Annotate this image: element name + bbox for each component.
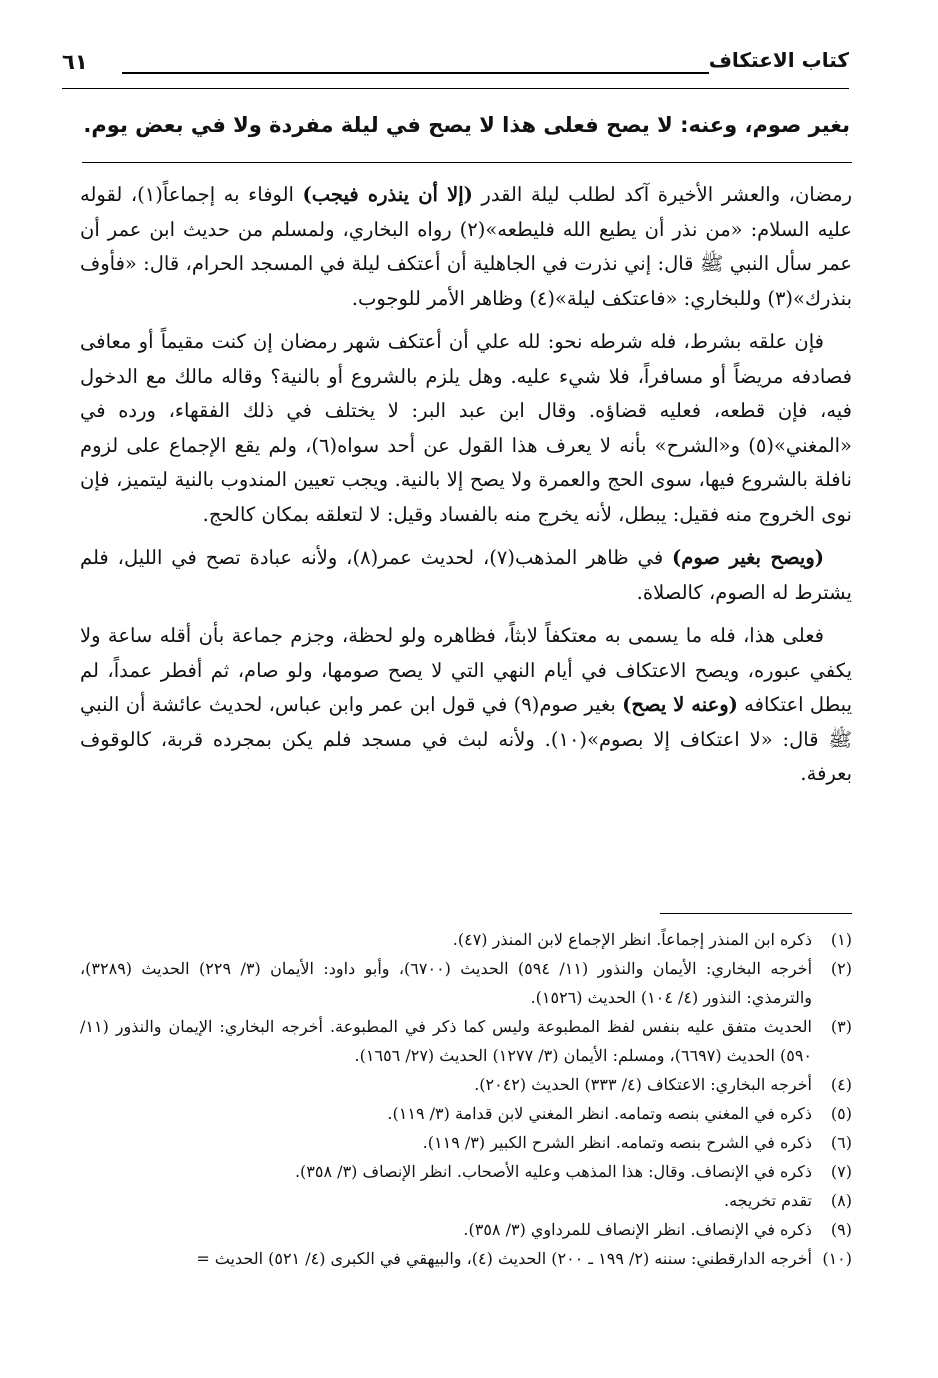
footnote [80,1157,852,1186]
paragraph-4 [80,619,852,792]
footnote-text: تقدم تخريجه. [724,1191,812,1210]
footnote [80,1244,852,1273]
footnote-number: (٧) [830,1162,852,1181]
matn-separator [82,162,852,163]
footnote-text: أخرجه البخاري: الأيمان والنذور (١١/ ٥٩٤) الحديث (٦٧٠٠)، وأبو داود: الأيمان (٣/ ٢٢٩) الحديث (٣٢٨٩)، والترمذي: النذور (٤/ ١٠٤) الحديث (١٥٢٦). [80,959,813,1007]
footnote-text: أخرجه البخاري: الاعتكاف (٤/ ٣٣٣) الحديث (٢٠٤٢). [474,1075,812,1094]
footnote-text: ذكره في المغني بنصه وتمامه. انظر المغني لابن قدامة (٣/ ١١٩). [387,1104,812,1123]
page-number: ٦١ [62,50,88,74]
page-header [62,44,849,94]
footnote-number: (٨) [830,1191,852,1210]
matn-quote: (إلا أن ينذره فيجب) [302,183,473,206]
footnote-text: ذكره ابن المنذر إجماعاً. انظر الإجماع لابن المنذر (٤٧). [452,930,812,949]
footnote-number: (٩) [830,1220,852,1239]
commentary-body [80,178,852,801]
footnote-number: (٤) [830,1075,852,1094]
footnote [80,1215,852,1244]
chapter-title: كتاب الاعتكاف [708,48,849,72]
footnote [80,1099,852,1128]
footnote-text: أخرجه الدارقطني: سننه (٢/ ١٩٩ ـ ٢٠٠) الحديث (٤)، والبيهقي في الكبرى (٤/ ٥٢١) الحديث = [196,1249,812,1268]
matn-quote: (ويصح بغير صوم) [672,546,824,569]
footnote-number: (٣) [830,1017,852,1036]
footnote [80,1128,852,1157]
footnote-text: ذكره في الإنصاف. وقال: هذا المذهب وعليه الأصحاب. انظر الإنصاف (٣/ ٣٥٨). [294,1162,812,1181]
footnote [80,954,852,1012]
footnote-text: ذكره في الشرح بنصه وتمامه. انظر الشرح الكبير (٣/ ١١٩). [422,1133,812,1152]
matn-text: بغير صوم، وعنه: لا يصح فعلى هذا لا يصح في ليلة مفردة ولا في بعض يوم. [83,113,850,137]
footnotes [80,925,852,1273]
footnote-text: ذكره في الإنصاف. انظر الإنصاف للمرداوي (٣/ ٣٥٨). [463,1220,812,1239]
paragraph-text: في ظاهر المذهب(٧)، لحديث عمر(٨)، ولأنه عبادة تصح في الليل، فلم يشترط له الصوم، كالصلاة. [80,546,852,604]
paragraph-text: رمضان، والعشر الأخيرة آكد لطلب ليلة القدر [472,183,852,206]
footnote [80,1012,852,1070]
paragraph-3 [80,541,852,610]
footnote [80,925,852,954]
footnote [80,1070,852,1099]
footnote-number: (١) [830,930,852,949]
matn-quote: (وعنه لا يصح) [622,693,738,716]
header-underline [62,88,849,89]
footnote [80,1186,852,1215]
paragraph-2: فإن علقه بشرط، فله شرطه نحو: لله علي أن أعتكف شهر رمضان إن كنت مقيماً أو معافى فصادفه مريضاً أو مسافراً، فلا شيء عليه. وهل يلزم بالشروع أو بالنية؟ وقاله مالك مع الدخول فيه، فإن قطعه، فعليه قضاؤه. وقال ابن عبد البر: لا يختلف في ذلك الفقهاء، ورده في «المغني»(٥) و«الشرح» بأنه لا يعرف هذا القول عن أحد سواه(٦)، ولم يقع الإجماع على لزوم نافلة بالشروع فيها، سوى الحج والعمرة ولا يصح إلا بالنية. ويجب تعيين المندوب بالنية ليتميز، فإن نوى الخروج منه فقيل: يبطل، لأنه يخرج منه بالفساد وقيل: لا لتعلقه بمكان كالحج. [80,330,852,526]
footnote-number: (٥) [830,1104,852,1123]
footnote-number: (١٠) [822,1249,852,1268]
footnote-text: الحديث متفق عليه بنفس لفظ المطبوعة وليس كما ذكر في المطبوعة. أخرجه البخاري: الإيمان والنذور (١١/ ٥٩٠) الحديث (٦٦٩٧)، ومسلم: الأيمان (٣/ ١٢٧٧) الحديث (٢٧/ ١٦٥٦). [80,1017,812,1065]
paragraph-1 [80,178,852,316]
header-rule [122,72,709,74]
paragraph-text: بغير صوم(٩) في قول ابن عمر وابن عباس، لحديث عائشة أن النبي ﷺ قال: «لا اعتكاف إلا بصوم»(١٠). ولأنه لبث في مسجد فلم يكن بمجرده قربة، كالوقوف بعرفة. [80,693,852,785]
paragraph-text: الوفاء به إجماعاً(١)، لقوله عليه السلام: «من نذر أن يطيع الله فليطعه»(٢) رواه البخاري، ولمسلم من حديث ابن عمر أن عمر سأل النبي ﷺ قال: إني نذرت في الجاهلية أن أعتكف ليلة في المسجد الحرام، قال: «فأوف بنذرك»(٣) وللبخاري: «فاعتكف ليلة»(٤) وظاهر الأمر للوجوب. [80,183,852,310]
footnote-separator [660,913,852,914]
paragraph-text: فعلى هذا، فله ما يسمى به معتكفاً لابثاً، فظاهره ولو لحظة، وجزم جماعة بأن أقله ساعة ولا يكفي عبوره، ويصح الاعتكاف في أيام النهي التي لا يصح صومها، ولو صام، ثم أفطر عمداً، لم يبطل اعتكافه [80,624,852,716]
footnote-number: (٦) [830,1133,852,1152]
footnote-number: (٢) [830,959,852,978]
